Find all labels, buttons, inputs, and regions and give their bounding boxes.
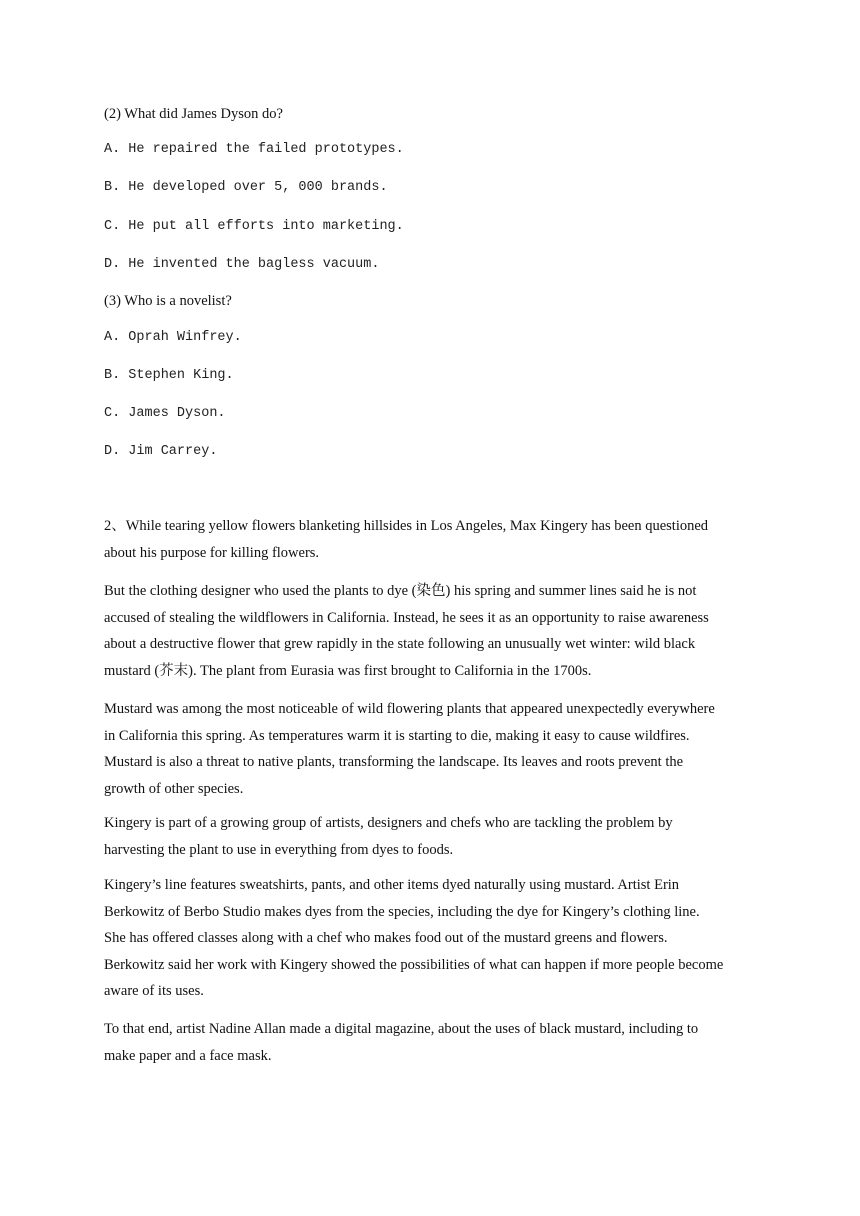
paragraph-line: 2、While tearing yellow flowers blanketing hillsides in Los Angeles, Max Kingery has been questioned xyxy=(104,518,709,534)
question-3-option-a: A. Oprah Winfrey. xyxy=(104,330,242,345)
question-2-option-c: C. He put all efforts into marketing. xyxy=(104,219,404,234)
paragraph-line: about a destructive flower that grew rapidly in the state following an unusually wet winter: wild black xyxy=(104,636,696,652)
paragraph-line: in California this spring. As temperatures warm it is starting to die, making it easy to cause wildfires. xyxy=(104,727,690,744)
paragraph-line: But the clothing designer who used the plants to dye (染色) his spring and summer lines said he is not xyxy=(104,583,697,599)
question-2-option-d: D. He invented the bagless vacuum. xyxy=(104,257,380,272)
paragraph-line: about his purpose for killing flowers. xyxy=(104,544,320,561)
question-3-option-d: D. Jim Carrey. xyxy=(104,444,218,459)
paragraph-line: Kingery is part of a growing group of artists, designers and chefs who are tackling the problem by xyxy=(104,815,673,831)
passage-paragraph-2 xyxy=(104,578,756,684)
paragraph-line: To that end, artist Nadine Allan made a digital magazine, about the uses of black mustard, including to xyxy=(104,1021,699,1037)
passage-paragraph-4 xyxy=(104,810,756,863)
paragraph-line: mustard (芥末). The plant from Eurasia was first brought to California in the 1700s. xyxy=(104,662,592,679)
question-3-stem: (3) Who is a novelist? xyxy=(104,293,232,309)
passage-paragraph-5 xyxy=(104,872,756,1005)
paragraph-line: make paper and a face mask. xyxy=(104,1047,272,1064)
paragraph-line: accused of stealing the wildflowers in California. Instead, he sees it as an opportunity to raise awareness xyxy=(104,609,709,626)
passage-paragraph-3 xyxy=(104,696,756,802)
paragraph-line: Berkowitz said her work with Kingery showed the possibilities of what can happen if more people become xyxy=(104,956,724,973)
paragraph-line: Mustard was among the most noticeable of wild flowering plants that appeared unexpectedly everywhere xyxy=(104,701,715,717)
question-3-option-b: B. Stephen King. xyxy=(104,368,234,383)
paragraph-line: growth of other species. xyxy=(104,780,244,797)
paragraph-line: harvesting the plant to use in everything from dyes to foods. xyxy=(104,841,454,858)
question-2-option-b: B. He developed over 5, 000 brands. xyxy=(104,180,388,195)
question-2-stem: (2) What did James Dyson do? xyxy=(104,106,283,122)
paragraph-line: aware of its uses. xyxy=(104,983,204,999)
question-3-option-c: C. James Dyson. xyxy=(104,406,226,421)
paragraph-line: Berkowitz of Berbo Studio makes dyes from the species, including the dye for Kingery’s clothing line. xyxy=(104,903,700,920)
passage-paragraph-6 xyxy=(104,1016,756,1069)
paragraph-line: Kingery’s line features sweatshirts, pants, and other items dyed naturally using mustard. Artist Erin xyxy=(104,877,680,893)
question-2-option-a: A. He repaired the failed prototypes. xyxy=(104,142,404,157)
passage-paragraph-1 xyxy=(104,513,756,566)
paragraph-line: Mustard is also a threat to native plants, transforming the landscape. Its leaves and roots prevent the xyxy=(104,754,684,770)
paragraph-line: She has offered classes along with a chef who makes food out of the mustard greens and flowers. xyxy=(104,930,668,946)
